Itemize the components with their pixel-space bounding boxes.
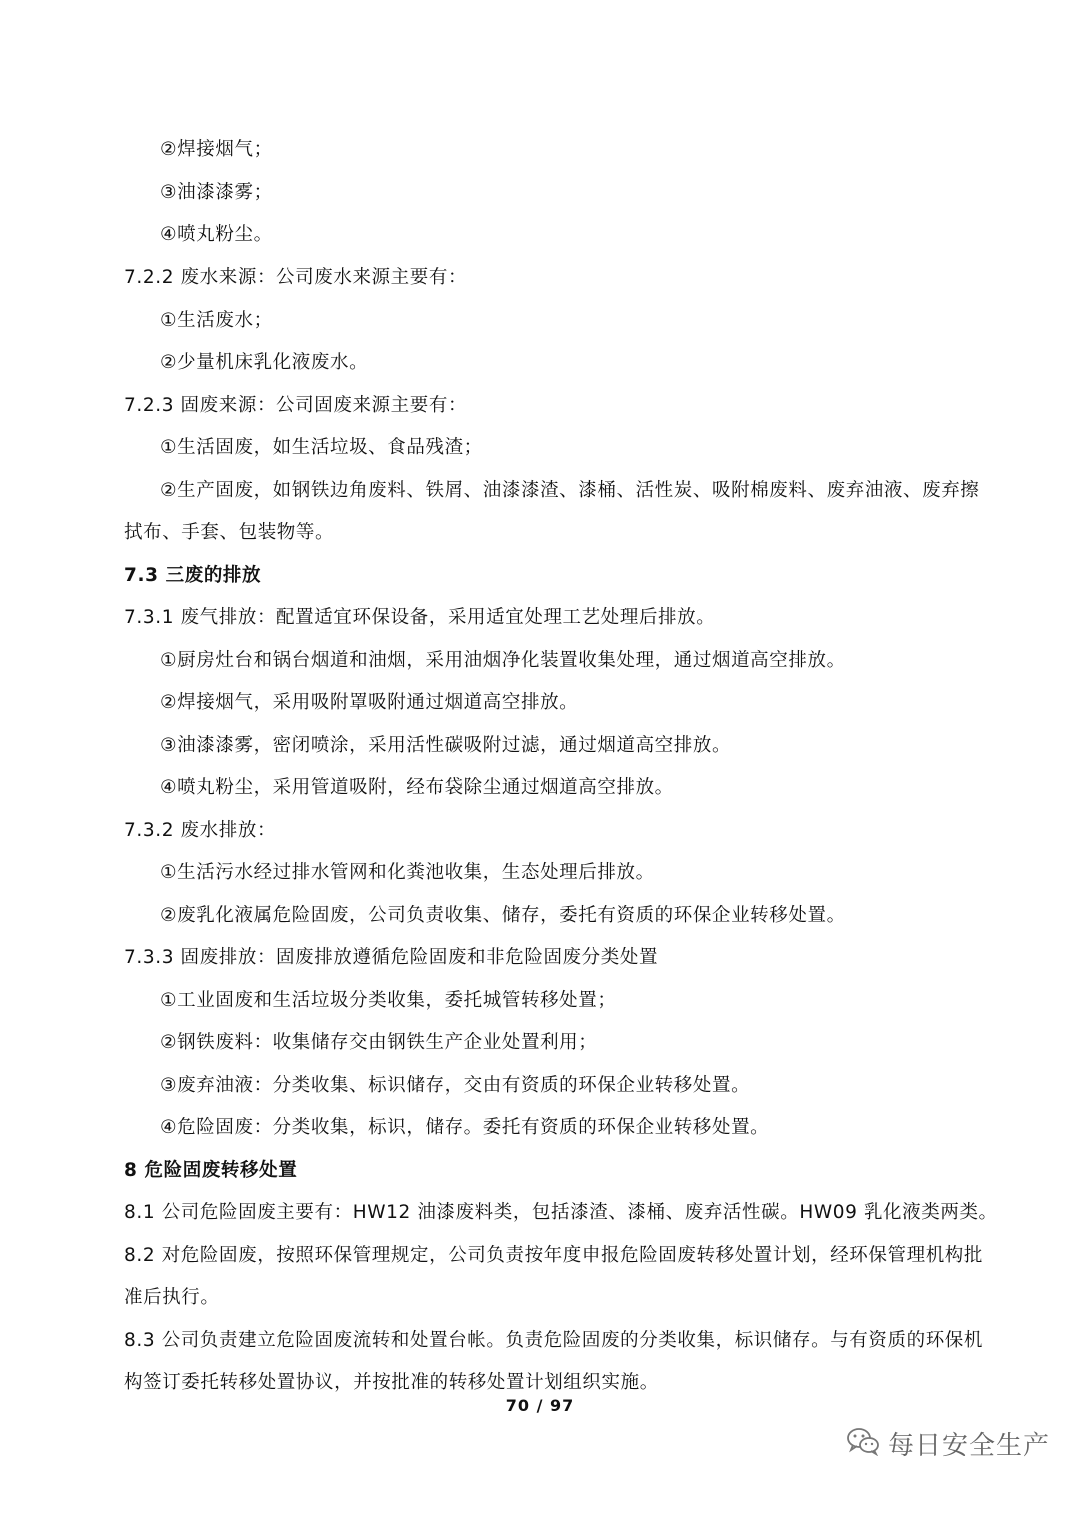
text-line: ①生活污水经过排水管网和化粪池收集，生态处理后排放。 xyxy=(160,862,655,883)
text-line: 7.2.3 固废来源：公司固废来源主要有： xyxy=(124,395,468,416)
text-line: 7.3.1 废气排放：配置适宜环保设备，采用适宜处理工艺处理后排放。 xyxy=(124,607,716,628)
page-number: 70 / 97 xyxy=(505,1396,575,1415)
text-line: ④危险固废：分类收集，标识，储存。委托有资质的环保企业转移处置。 xyxy=(160,1117,770,1138)
text-line: 8.3 公司负责建立危险固废流转和处置台帐。负责危险固废的分类收集，标识储存。与有资质的环保机 xyxy=(124,1330,984,1351)
text-line: ①生活固废，如生活垃圾、食品残渣； xyxy=(160,437,483,458)
text-line: 准后执行。 xyxy=(124,1287,220,1308)
section-heading: 7.3 三废的排放 xyxy=(124,565,262,586)
text-line: 拭布、手套、包装物等。 xyxy=(124,522,335,543)
text-line: ②焊接烟气； xyxy=(160,139,273,160)
text-line: ②焊接烟气，采用吸附罩吸附通过烟道高空排放。 xyxy=(160,692,579,713)
text-line: ④喷丸粉尘，采用管道吸附，经布袋除尘通过烟道高空排放。 xyxy=(160,777,674,798)
watermark-text: 每日安全生产 xyxy=(888,1430,1051,1461)
text-line: 8.1 公司危险固废主要有：HW12 油漆废料类，包括漆渣、漆桶、废弃活性碳。HW09 乳化液类两类。 xyxy=(124,1202,998,1223)
text-line: 构签订委托转移处置协议，并按批准的转移处置计划组织实施。 xyxy=(124,1372,659,1393)
text-line: ③废弃油液：分类收集、标识储存，交由有资质的环保企业转移处置。 xyxy=(160,1075,751,1096)
text-line: ④喷丸粉尘。 xyxy=(160,224,273,245)
text-line: 8.2 对危险固废，按照环保管理规定，公司负责按年度申报危险固废转移处置计划，经环保管理机构批 xyxy=(124,1245,984,1266)
watermark xyxy=(846,1423,1050,1463)
text-line: ③油漆漆雾，密闭喷涂，采用活性碳吸附过滤，通过烟道高空排放。 xyxy=(160,735,732,756)
wechat-icon xyxy=(846,1426,880,1460)
text-line: ②少量机床乳化液废水。 xyxy=(160,352,369,373)
text-line: 7.3.3 固废排放：固废排放遵循危险固废和非危险固废分类处置 xyxy=(124,947,659,968)
text-line: ②废乳化液属危险固废，公司负责收集、储存，委托有资质的环保企业转移处置。 xyxy=(160,905,846,926)
text-line: ①厨房灶台和锅台烟道和油烟，采用油烟净化装置收集处理，通过烟道高空排放。 xyxy=(160,650,846,671)
text-line: ②生产固废，如钢铁边角废料、铁屑、油漆漆渣、漆桶、活性炭、吸附棉废料、废弃油液、废弃擦 xyxy=(160,480,980,501)
text-line: ③油漆漆雾； xyxy=(160,182,273,203)
text-line: ①生活废水； xyxy=(160,310,273,331)
text-line: 7.3.2 废水排放： xyxy=(124,820,277,841)
section-heading: 8 危险固废转移处置 xyxy=(124,1160,298,1181)
text-line: ①工业固废和生活垃圾分类收集，委托城管转移处置； xyxy=(160,990,617,1011)
text-line: ②钢铁废料：收集储存交由钢铁生产企业处置利用； xyxy=(160,1032,598,1053)
text-line: 7.2.2 废水来源：公司废水来源主要有： xyxy=(124,267,468,288)
